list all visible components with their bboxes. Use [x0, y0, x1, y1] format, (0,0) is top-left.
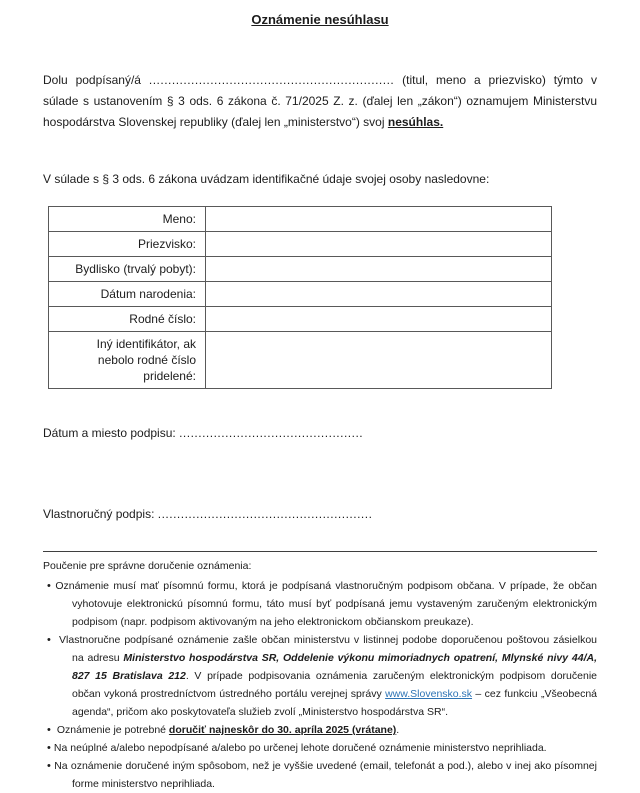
nesuhlas-emphasis: nesúhlas. [387, 115, 444, 129]
date-place-fill-in-dots: ................................................ [179, 426, 364, 440]
footer-heading: Poučenie pre správne doručenie oznámenia: [43, 560, 252, 572]
date-place-label: Dátum a miesto podpisu: [43, 426, 180, 440]
instruction-item-incomplete: • Na neúplné a/alebo nepodpísané a/alebo po určenej lehote doručené oznámenie ministerstvo neprihliada. [43, 739, 597, 757]
table-value-cell [206, 207, 552, 232]
table-row-label: Iný identifikátor, ak nebolo rodné číslo pridelené: [49, 332, 206, 389]
signature-label: Vlastnoručný podpis: [43, 507, 158, 521]
document-title: Oznámenie nesúhlasu [251, 12, 389, 27]
identification-table [48, 206, 552, 389]
intro-paragraph [43, 70, 597, 133]
table-row-label: Dátum narodenia: [49, 282, 206, 307]
deadline-text-1: Oznámenie je potrebné [56, 724, 169, 736]
table-value-cell [206, 282, 552, 307]
delivery-text-1: Vlastnoručne podpísané oznámenie zašle občan ministerstvu v listinnej podobe doporučenou poštovou zásielkou na adresu [59, 634, 597, 664]
table-value-cell [206, 332, 552, 389]
signature-fill-in-dots: ........................................................ [157, 507, 373, 521]
signature-line [43, 504, 597, 525]
footer-instructions [43, 557, 597, 793]
table-value-cell [206, 307, 552, 332]
table-row-label: Bydlisko (trvalý pobyt): [49, 257, 206, 282]
table-intro-paragraph: V súlade s § 3 ods. 6 zákona uvádzam identifikačné údaje svojej osoby nasledovne: [43, 172, 490, 186]
intro-lead-text: Dolu podpísaný/á [43, 73, 149, 87]
table-row-meno [49, 207, 552, 232]
instructions-list [43, 577, 597, 793]
ministry-address: Ministerstvo hospodárstva SR, Oddelenie výkonu mimoriadnych opatrení, Mlynské nivy 44/A, 827 15 Bratislava 212 [72, 652, 598, 682]
delivery-text-3: – cez funkciu „Všeobecná agenda“, pričom ako poskytovateľa služieb zvolí „Ministerstvo hospodárstva SR“. [72, 688, 598, 718]
deadline-date: doručiť najneskôr do 30. apríla 2025 (vrátane) [168, 724, 397, 736]
instruction-item-written-form: • Oznámenie musí mať písomnú formu, ktorá je podpísaná vlastnoručným podpisom občana. V prípade, že občan vyhotovuje elektronickú písomnú formu, táto musí byť podpísaná jemu vystaveným zaručeným elektronickým podpisom (napr. podpisom aktivovaným na jeho elektronickom občianskom preukaze). [43, 577, 597, 631]
intro-body-text: (titul, meno a priezvisko) týmto v súlade s ustanovením § 3 ods. 6 zákona č. 71/2025 Z. z. (ďalej len „zákon“) oznamujem Ministerstvu hospodárstva Slovenskej republiky (ďalej len „ministerstvo“) svoj [43, 73, 597, 129]
table-row-label: Meno: [49, 207, 206, 232]
delivery-text-2: . V prípade podpisovania oznámenia zaručeným elektronickým podpisom doručenie občan vykoná prostredníctvom ústredného portálu verejnej správy [72, 670, 597, 700]
footer-separator [43, 551, 597, 552]
table-row-datum-narodenia [49, 282, 552, 307]
slovensko-sk-link[interactable]: www.Slovensko.sk [385, 688, 473, 700]
table-row-label: Rodné číslo: [49, 307, 206, 332]
date-place-line [43, 423, 597, 444]
instruction-item-other-means: • Na oznámenie doručené iným spôsobom, než je vyššie uvedené (email, telefonát a pod.), alebo v inej ako písomnej forme ministerstvo neprihliada. [43, 757, 597, 793]
name-fill-in-dots: ................................................................ [148, 73, 395, 87]
deadline-text-2: . [396, 724, 400, 736]
table-value-cell [206, 257, 552, 282]
table-row-label: Priezvisko: [49, 232, 206, 257]
table-row-rodne-cislo [49, 307, 552, 332]
instruction-item-delivery [43, 631, 597, 721]
instruction-item-deadline [43, 721, 597, 739]
table-row-iny-identifikator [49, 332, 552, 389]
table-row-bydlisko [49, 257, 552, 282]
table-value-cell [206, 232, 552, 257]
table-row-priezvisko [49, 232, 552, 257]
